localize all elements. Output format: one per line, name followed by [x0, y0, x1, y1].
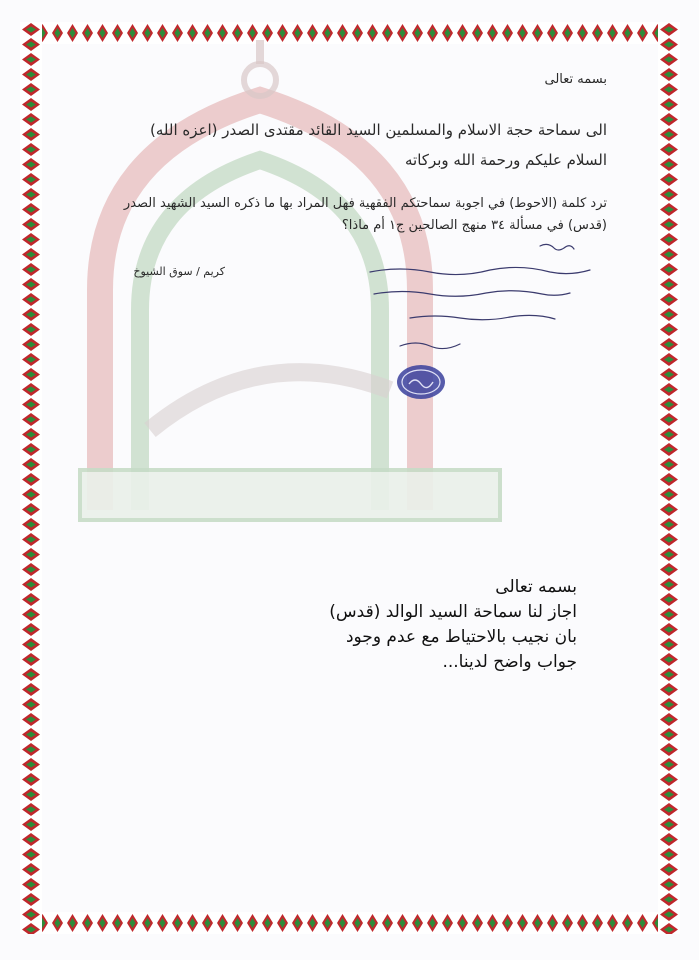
decorative-border-right [658, 22, 680, 934]
handwritten-reply [350, 238, 600, 358]
transcript-line-3: بان نجيب بالاحتياط مع عدم وجود [345, 627, 577, 647]
transcript-line-2: اجاز لنا سماحة السيد الوالد (قدس) [329, 602, 577, 622]
transcript-line-4: جواب واضح لدينا... [442, 652, 577, 672]
letter-addressee: الى سماحة حجة الاسلام والمسلمين السيد القائد مقتدى الصدر (اعزه الله) [150, 121, 607, 139]
letter-basmala: بسمه تعالى [544, 72, 607, 87]
decorative-border-bottom [20, 912, 680, 934]
letter-question: ترد كلمة (الاحوط) في اجوبة سماحتكم الفقهية فهل المراد بها ما ذكره السيد الشهيد الصدر (قدس) في مسألة ٣٤ منهج الصالحين ج١ أم ماذا؟ [123, 196, 607, 233]
letter-signature: كريم / سوق الشيوخ [133, 265, 225, 278]
decorative-border-left [20, 22, 42, 934]
reply-transcript [329, 575, 577, 675]
transcript-line-1: بسمه تعالى [495, 577, 577, 597]
official-seal [395, 362, 447, 402]
letter-greeting: السلام عليكم ورحمة الله وبركاته [405, 151, 607, 169]
